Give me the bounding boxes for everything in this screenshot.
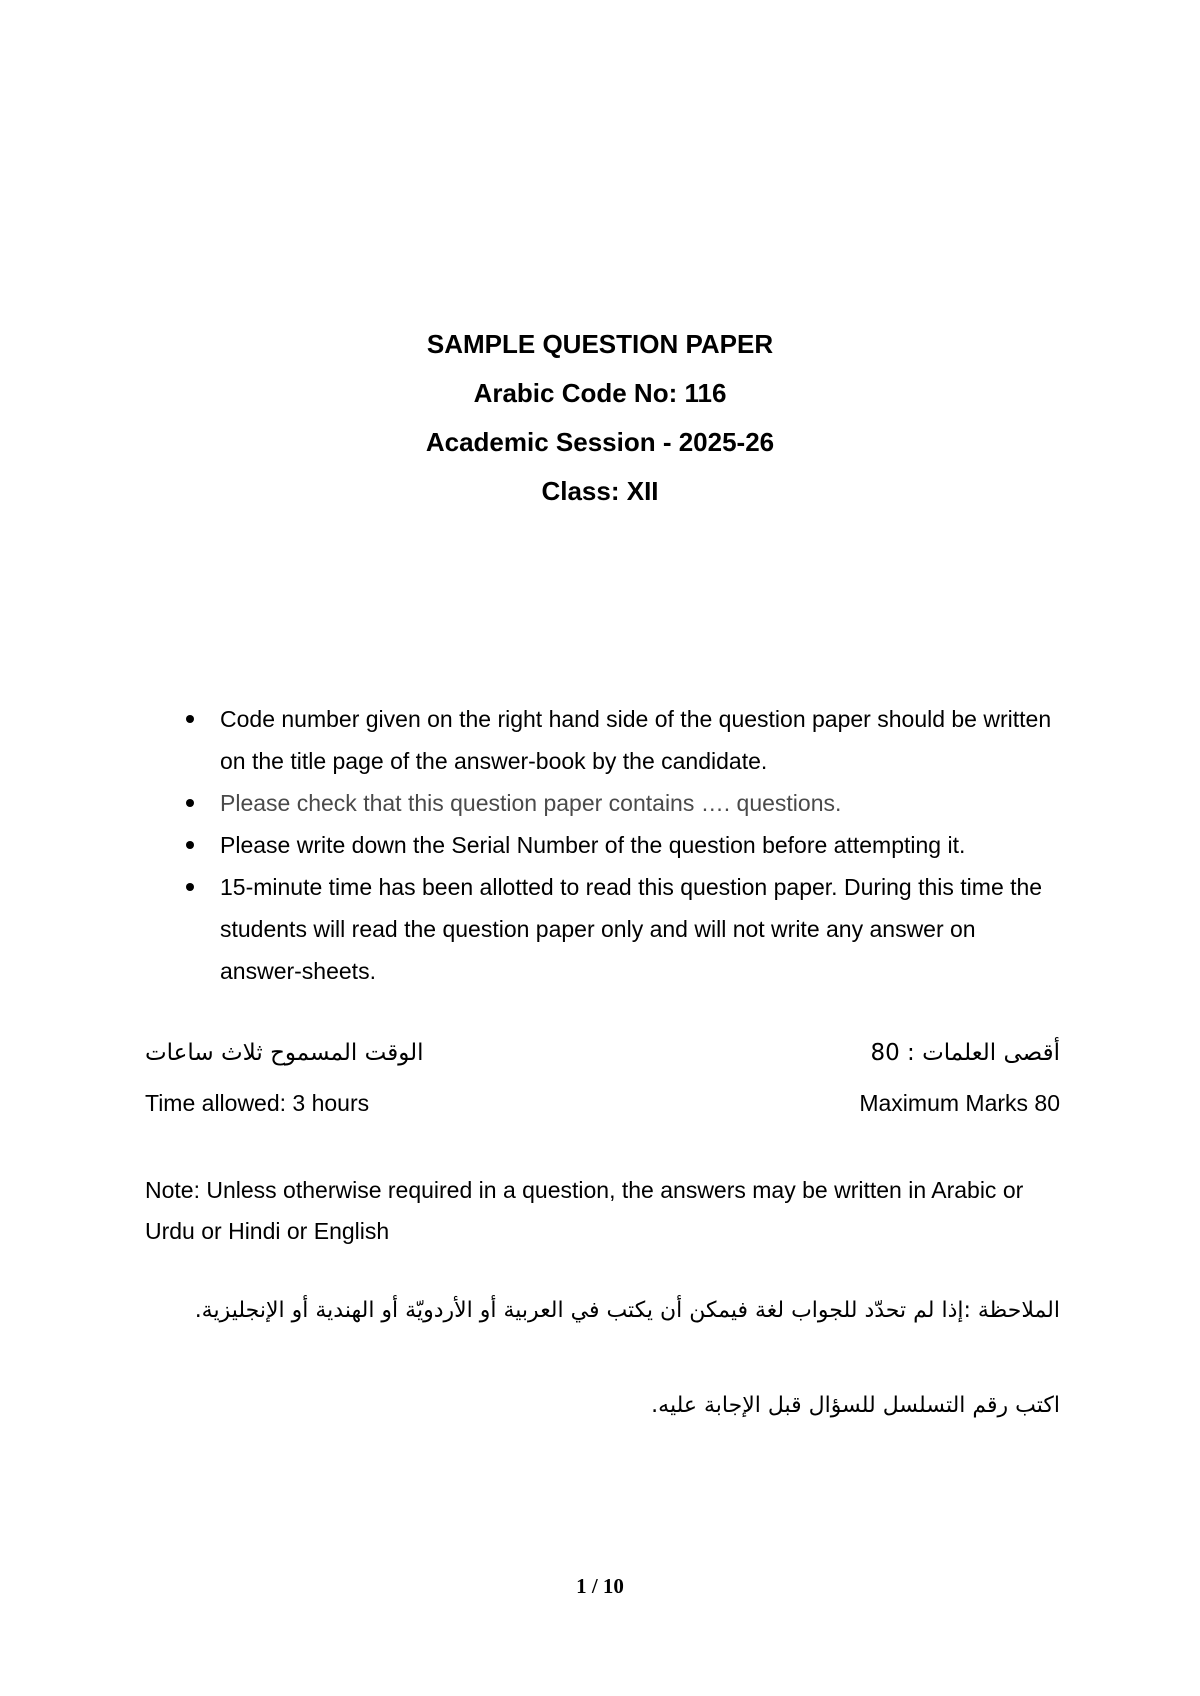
paper-header xyxy=(0,320,1200,516)
bullet-icon xyxy=(186,799,194,807)
instructions-list xyxy=(180,698,1060,992)
instruction-item xyxy=(180,782,1060,824)
time-allowed-english: Time allowed: 3 hours xyxy=(145,1090,370,1116)
instruction-item xyxy=(180,866,1060,992)
maximum-marks-english: Maximum Marks 80 xyxy=(859,1090,1060,1116)
bullet-icon xyxy=(186,841,194,849)
instruction-item xyxy=(180,698,1060,782)
instruction-text: Code number given on the right hand side of the question paper should be written on the title page of the answer-book by the candidate. xyxy=(220,706,1052,774)
instruction-text: 15-minute time has been allotted to read this question paper. During this time the students will read the question paper only and will not write any answer on answer-sheets. xyxy=(220,874,1043,984)
instruction-item xyxy=(180,824,1060,866)
class-label: Class: XII xyxy=(541,476,659,506)
time-allowed-arabic: الوقت المسموح ثلاث ساعات xyxy=(145,1040,424,1066)
language-note-arabic: الملاحظة :إذا لم تحدّد للجواب لغة فيمكن أن يكتب في العربية أو الأردويّة أو الهندية أو الإنجليزية. xyxy=(194,1298,1060,1323)
instruction-text: Please check that this question paper contains …. questions. xyxy=(220,790,842,816)
language-note-english: Note: Unless otherwise required in a question, the answers may be written in Arabic or Urdu or Hindi or English xyxy=(145,1177,1024,1244)
serial-number-note-arabic: اكتب رقم التسلسل للسؤال قبل الإجابة عليه. xyxy=(651,1393,1060,1418)
instruction-text: Please write down the Serial Number of the question before attempting it. xyxy=(220,832,966,858)
paper-title: SAMPLE QUESTION PAPER xyxy=(426,329,774,359)
page-number: 1 / 10 xyxy=(576,1574,624,1598)
bullet-icon xyxy=(186,715,194,723)
maximum-marks-arabic: أقصى العلمات : 80 xyxy=(870,1040,1060,1066)
academic-session: Academic Session - 2025-26 xyxy=(425,427,775,457)
bullet-icon xyxy=(186,883,194,891)
subject-code: Arabic Code No: 116 xyxy=(473,378,727,408)
